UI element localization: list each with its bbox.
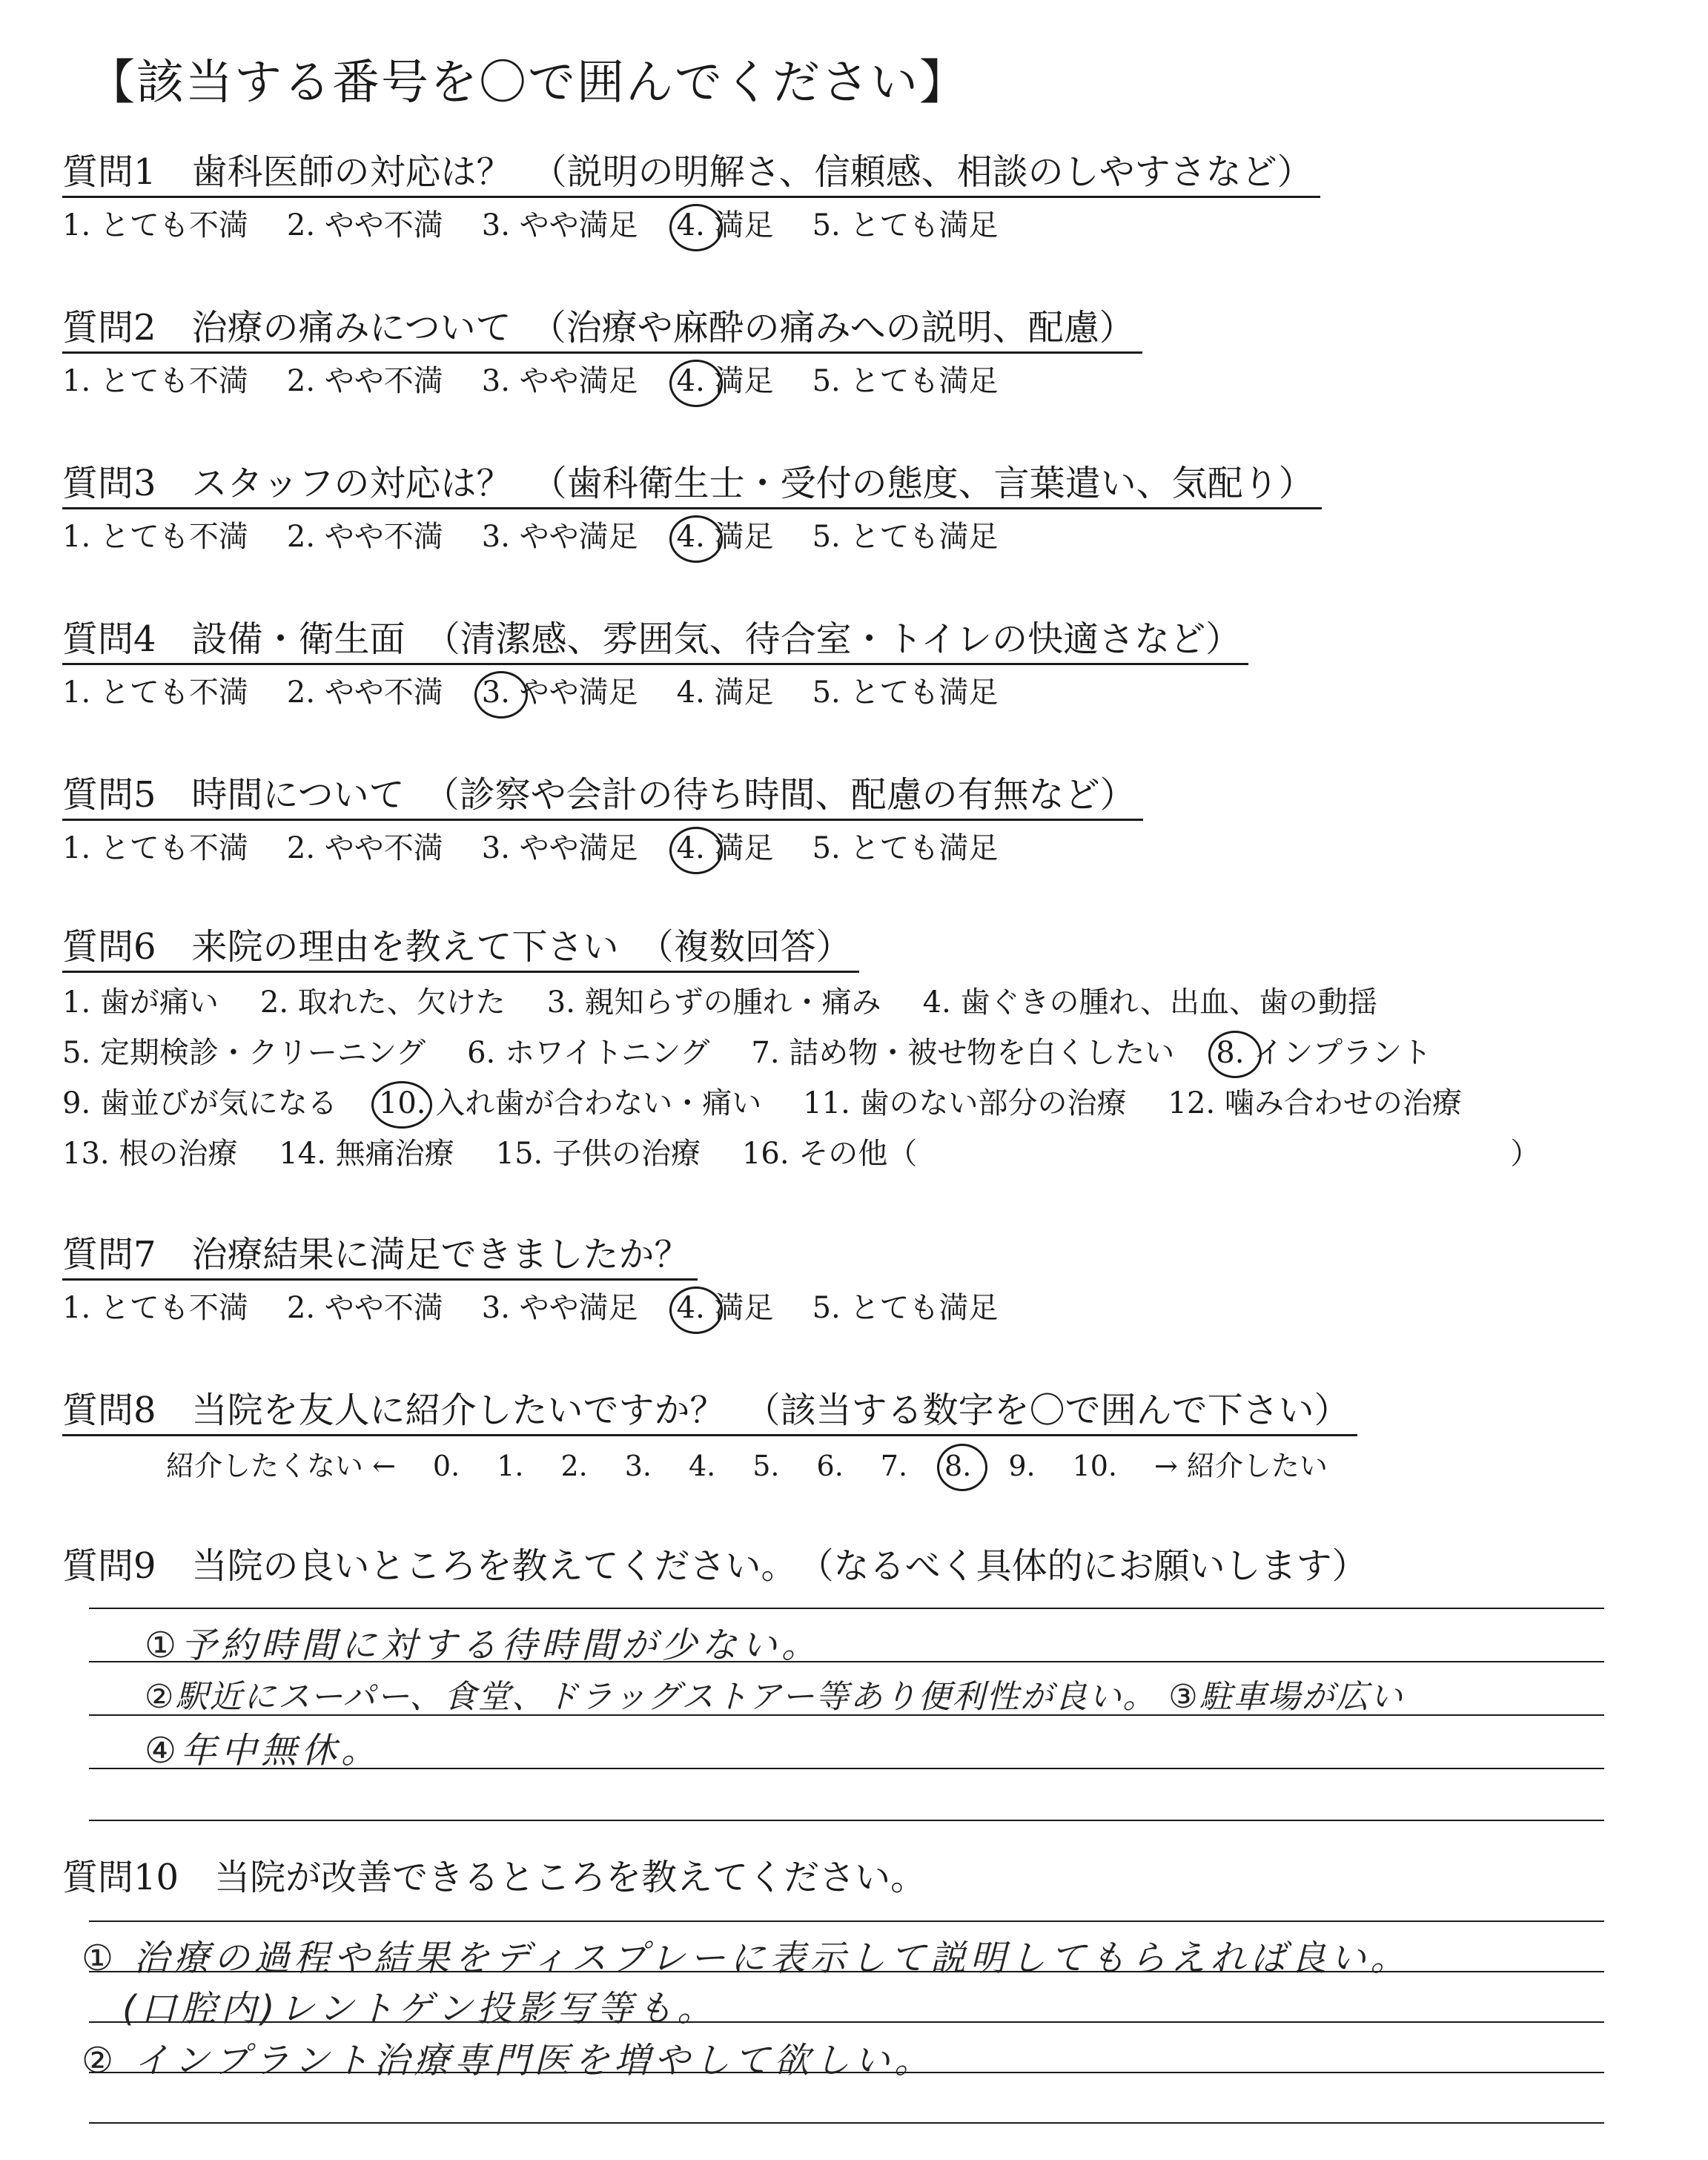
question-number: 質問2 [62,307,156,349]
answer-rule [89,1820,1604,1821]
option-2[interactable]: 2. やや不満 [286,1291,443,1325]
question-number: 質問4 [62,618,156,660]
question-3 [62,460,1322,561]
question-text: 時間について [191,774,405,816]
question-7 [62,1231,1036,1332]
reason-13[interactable]: 13. 根の治療 [62,1137,238,1171]
option-1[interactable]: 1. とても不満 [62,1291,248,1325]
page-title: 【該当する番号を〇で囲んでください】 [87,56,968,110]
handwritten-answer-line: (口腔内)レントゲン投影写等も。 [122,1988,718,2029]
question-text: 当院が改善できるところを教えてください。 [214,1857,927,1898]
scale-7[interactable]: 7. [880,1450,908,1482]
reason-4[interactable]: 4. 歯ぐきの腫れ、出血、歯の動揺 [922,985,1377,1020]
question-text: 治療結果に満足できましたか？ [191,1234,690,1275]
rating-options [62,668,1248,717]
option-3-selected[interactable]: 3. やや満足 [482,668,638,717]
option-1[interactable]: 1. とても不満 [62,831,248,865]
handwritten-answer-line: ② インプラント治療専門医を増やして欲しい。 [82,2040,935,2081]
question-text: 来院の理由を教えて下さい [191,926,619,968]
reason-1[interactable]: 1. 歯が痛い [62,985,219,1020]
reason-5[interactable]: 5. 定期検診・クリーニング [62,1036,426,1070]
question-text: 治療の痛みについて [191,307,512,349]
recommend-scale [166,1441,1365,1491]
scale-2[interactable]: 2. [560,1450,588,1482]
option-3[interactable]: 3. やや満足 [481,364,638,398]
scale-right-label: → 紹介したい [1154,1450,1328,1482]
option-2[interactable]: 2. やや不満 [286,676,443,710]
other-close-paren: ） [1510,1137,1540,1171]
option-3[interactable]: 3. やや満足 [481,831,638,865]
question-hint: （なるべく具体的にお願いします） [815,1545,1368,1587]
reason-10-selected[interactable]: 10. 入れ歯が合わない・痛い [379,1078,761,1129]
option-5[interactable]: 5. とても満足 [812,831,999,865]
option-2[interactable]: 2. やや不満 [286,364,443,398]
option-5[interactable]: 5. とても満足 [812,520,999,554]
question-text: スタッフの対応は？ [191,463,512,504]
question-number: 質問1 [62,151,156,193]
scale-left-label: 紹介したくない ← [166,1450,396,1482]
option-5[interactable]: 5. とても満足 [812,364,999,398]
question-number: 質問10 [62,1857,179,1898]
option-4-selected[interactable]: 4. 満足 [677,201,774,250]
option-3[interactable]: 3. やや満足 [481,208,638,242]
option-1[interactable]: 1. とても不満 [62,676,248,710]
rating-options [62,512,1322,561]
other-blank[interactable] [917,1129,1510,1179]
scale-5[interactable]: 5. [752,1450,780,1482]
option-4[interactable]: 4. 満足 [676,676,774,710]
scale-3[interactable]: 3. [624,1450,652,1482]
question-number: 質問6 [62,926,156,968]
question-text: 設備・衛生面 [191,618,406,660]
question-number: 質問8 [62,1390,156,1431]
question-9 [62,1542,1375,1590]
reason-12[interactable]: 12. 噛み合わせの治療 [1168,1086,1462,1120]
option-5[interactable]: 5. とても満足 [812,208,999,242]
option-2[interactable]: 2. やや不満 [286,208,443,242]
question-text: 当院の良いところを教えてください。 [191,1545,797,1587]
scale-6[interactable]: 6. [816,1450,844,1482]
question-number: 質問7 [62,1234,156,1275]
rating-options [62,824,1143,873]
question-hint: （該当する数字を〇で囲んで下さい） [744,1390,1350,1431]
option-2[interactable]: 2. やや不満 [286,831,443,865]
question-4 [62,615,1248,717]
handwritten-answer-line: ① 治療の過程や結果をディスプレーに表示して説明してもらえれば良い。 [82,1938,1411,1979]
question-2 [62,304,1142,406]
reason-11[interactable]: 11. 歯のない部分の治療 [803,1086,1127,1120]
question-number: 質問5 [62,774,156,816]
scale-4[interactable]: 4. [688,1450,716,1482]
reason-7[interactable]: 7. 詰め物・被せ物を白くしたい [751,1036,1175,1070]
scale-1[interactable]: 1. [497,1450,524,1482]
question-5 [62,771,1143,873]
scale-9[interactable]: 9. [1008,1450,1036,1482]
reason-6[interactable]: 6. ホワイトニング [467,1036,710,1070]
option-1[interactable]: 1. とても不満 [62,520,248,554]
question-hint: （複数回答） [638,926,852,968]
scale-10[interactable]: 10. [1072,1450,1118,1482]
option-3[interactable]: 3. やや満足 [481,520,638,554]
option-1[interactable]: 1. とても不満 [62,364,248,398]
reason-14[interactable]: 14. 無痛治療 [279,1137,454,1171]
option-3[interactable]: 3. やや満足 [481,1291,638,1325]
question-10 [62,1854,933,1901]
question-hint: （説明の明解さ、信頼感、相談のしやすさなど） [531,151,1313,193]
answer-rule [89,1608,1604,1609]
reason-3[interactable]: 3. 親知らずの腫れ・痛み [546,985,881,1020]
question-6 [62,923,1540,1179]
reason-15[interactable]: 15. 子供の治療 [495,1137,701,1171]
question-hint: （清潔感、雰囲気、待合室・トイレの快適さなど） [424,618,1242,660]
question-number: 質問9 [62,1545,156,1587]
scale-8-selected[interactable]: 8. [944,1441,971,1491]
option-2[interactable]: 2. やや不満 [286,520,443,554]
question-1 [62,148,1320,250]
handwritten-answer-line: ①予約時間に対する待時間が少ない。 [145,1625,822,1666]
option-5[interactable]: 5. とても満足 [812,676,999,710]
reason-16[interactable]: 16. その他（ [741,1137,918,1171]
handwritten-answer-line: ②駅近にスーパー、食堂、ドラッグストアー等あり便利性が良い。 ③駐車場が広い [145,1678,1404,1716]
reason-9[interactable]: 9. 歯並びが気になる [62,1086,337,1120]
question-hint: （歯科衛生士・受付の態度、言葉遣い、気配り） [531,463,1314,504]
question-text: 当院を友人に紹介したいですか？ [191,1390,726,1431]
reason-options [62,977,1540,1179]
option-1[interactable]: 1. とても不満 [62,208,248,242]
option-4-selected[interactable]: 4. 満足 [677,824,774,873]
question-8 [62,1387,1365,1491]
reason-8-selected[interactable]: 8. インプラント [1216,1028,1431,1078]
option-4-selected[interactable]: 4. 満足 [677,357,774,406]
question-hint: （治療や麻酔の痛みへの説明、配慮） [530,307,1135,349]
question-hint: （診察や会計の待ち時間、配慮の有無など） [423,774,1136,816]
handwritten-answer-line: ④年中無休。 [145,1730,382,1771]
question-text: 歯科医師の対応は？ [191,151,512,193]
question-number: 質問3 [62,463,156,504]
option-5[interactable]: 5. とても満足 [812,1291,999,1325]
option-4-selected[interactable]: 4. 満足 [677,1284,774,1332]
answer-rule [89,1920,1604,1922]
rating-options [62,1284,1036,1332]
scale-0[interactable]: 0. [432,1450,460,1482]
reason-2[interactable]: 2. 取れた、欠けた [259,985,506,1020]
answer-rule [89,2122,1604,2124]
rating-options [62,201,1320,250]
option-4-selected[interactable]: 4. 満足 [677,512,774,561]
rating-options [62,357,1142,406]
